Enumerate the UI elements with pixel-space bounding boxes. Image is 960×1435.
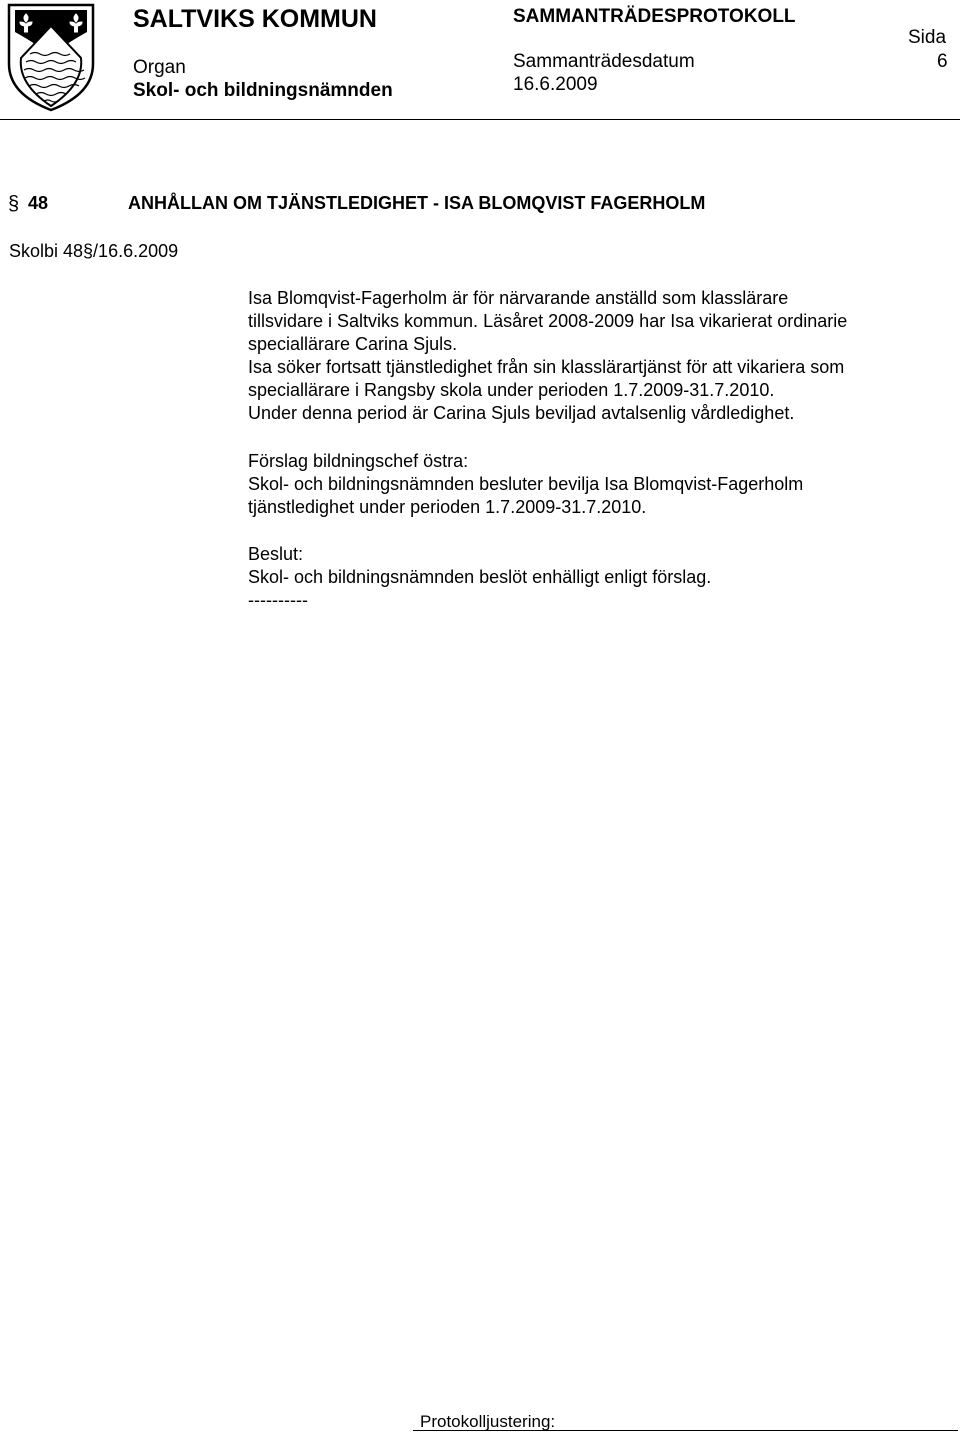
body-line: speciallärare Carina Sjuls. <box>248 334 458 354</box>
paragraph-symbol: § <box>8 193 20 215</box>
body-line: speciallärare i Rangsby skola under perioden 1.7.2009-31.7.2010. <box>248 380 775 400</box>
page-number: 6 <box>937 51 948 72</box>
body-line: Isa söker fortsatt tjänstledighet från sin klasslärartjänst för att vikariera som <box>248 357 845 377</box>
header-divider <box>0 119 960 120</box>
body-line: tillsvidare i Saltviks kommun. Läsåret 2008-2009 har Isa vikarierat ordinarie <box>248 311 848 331</box>
meeting-date-value: 16.6.2009 <box>513 74 598 95</box>
section-title: ANHÅLLAN OM TJÄNSTLEDIGHET - ISA BLOMQVIST FAGERHOLM <box>128 193 706 213</box>
section-number: 48 <box>28 193 49 213</box>
page-label: Sida <box>908 27 947 48</box>
section-reference: Skolbi 48§/16.6.2009 <box>9 241 179 261</box>
municipality-crest-icon <box>6 2 96 112</box>
meeting-date-label: Sammanträdesdatum <box>513 51 695 72</box>
signature-line <box>413 1430 958 1431</box>
body-line: Under denna period är Carina Sjuls beviljad avtalsenlig vårdledighet. <box>248 403 795 423</box>
verification-label: Protokolljustering: <box>420 1412 556 1431</box>
organ-value: Skol- och bildningsnämnden <box>133 80 393 101</box>
decision-heading: Beslut: <box>248 544 304 564</box>
municipality-name: SALTVIKS KOMMUN <box>133 5 377 33</box>
proposal-line: Skol- och bildningsnämnden besluter bevilja Isa Blomqvist-Fagerholm <box>248 474 804 494</box>
organ-label: Organ <box>133 57 186 78</box>
body-line: Isa Blomqvist-Fagerholm är för närvarande anställd som klasslärare <box>248 288 789 308</box>
document-type: SAMMANTRÄDESPROTOKOLL <box>513 6 796 27</box>
separator-dashes: ---------- <box>248 590 308 610</box>
decision-line: Skol- och bildningsnämnden beslöt enhälligt enligt förslag. <box>248 567 712 587</box>
proposal-line: tjänstledighet under perioden 1.7.2009-31.7.2010. <box>248 497 647 517</box>
proposal-heading: Förslag bildningschef östra: <box>248 451 469 471</box>
